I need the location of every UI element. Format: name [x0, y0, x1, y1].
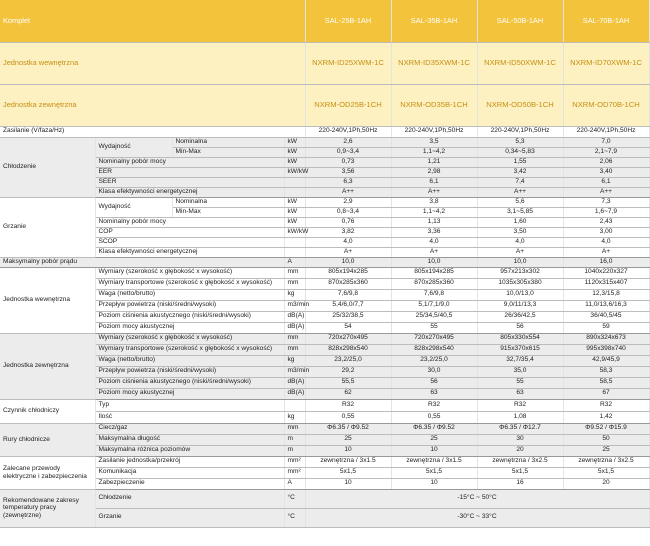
- unit-cell: dB(A): [284, 388, 305, 399]
- row-label: SCOP: [95, 237, 284, 247]
- row-label: Ciecz/gaz: [95, 423, 284, 434]
- value-cell: 5,3: [477, 137, 563, 147]
- unit-cell: kg: [284, 355, 305, 366]
- value-cell: 2,1~7,9: [563, 147, 649, 157]
- row-label: COP: [95, 227, 284, 237]
- unit-cell: [284, 247, 305, 257]
- value-cell: 220-240V,1Ph,50Hz: [391, 126, 477, 137]
- value-cell: 995x398x740: [563, 344, 649, 355]
- table-row: [0, 187, 649, 197]
- value-cell: 0,73: [305, 157, 391, 167]
- row-label: Poziom mocy akustycznej: [95, 388, 284, 399]
- value-cell: 9,0/11/13,3: [477, 300, 563, 311]
- model-header: SAL-25B-1AH: [305, 0, 391, 42]
- value-cell: 805x194x285: [305, 267, 391, 278]
- value-cell: 25/32/38,5: [305, 311, 391, 322]
- row-label: Zasilanie jednostka/przekrój: [95, 456, 284, 467]
- unit-cell: m: [284, 434, 305, 445]
- table-row: [0, 217, 649, 227]
- value-cell: 3,00: [563, 227, 649, 237]
- row-label: Ilość: [95, 411, 284, 423]
- indoor-group-label: Jednostka wewnętrzna: [0, 267, 95, 333]
- unit-cell: mm²: [284, 456, 305, 467]
- value-cell: A+: [391, 247, 477, 257]
- table-row: [0, 456, 649, 467]
- value-cell: zewnętrzna / 3x1.5: [305, 456, 391, 467]
- unit-cell: mm: [284, 344, 305, 355]
- row-label: Waga (netto/brutto): [95, 289, 284, 300]
- sub-label: Nominalna: [172, 197, 284, 207]
- table-row: [0, 227, 649, 237]
- value-cell: 25: [563, 445, 649, 456]
- value-cell: 59: [563, 322, 649, 333]
- unit-cell: [284, 399, 305, 411]
- value-cell: 16: [477, 478, 563, 489]
- unit-cell: m: [284, 445, 305, 456]
- value-cell: 7,4: [477, 177, 563, 187]
- model-header: SAL-35B-1AH: [391, 0, 477, 42]
- table-row: [0, 344, 649, 355]
- value-cell: 1,60: [477, 217, 563, 227]
- value-cell: 0,55: [305, 411, 391, 423]
- value-cell: 10,0: [305, 257, 391, 267]
- value-cell: A+: [305, 247, 391, 257]
- value-cell: 30,0: [391, 366, 477, 377]
- refrigerant-group-label: Czynnik chłodniczy: [0, 399, 95, 423]
- row-label: SEER: [95, 177, 284, 187]
- value-cell: R32: [563, 399, 649, 411]
- value-cell: 56: [391, 377, 477, 388]
- unit-cell: A: [284, 257, 305, 267]
- value-cell: 2,06: [563, 157, 649, 167]
- table-row: [0, 300, 649, 311]
- value-cell: 67: [563, 388, 649, 399]
- row-label: Przepływ powietrza (niski/średni/wysoki): [95, 366, 284, 377]
- unit-cell: kW: [284, 217, 305, 227]
- value-cell: 11,0/13,6/16,3: [563, 300, 649, 311]
- table-row: [0, 157, 649, 167]
- table-row: [0, 126, 649, 137]
- value-cell: Φ9.52 / Φ15.9: [563, 423, 649, 434]
- table-row: [0, 311, 649, 322]
- temp-range-group-label: Rekomendowane zakresy temperatury pracy (zewnętrzne): [0, 489, 95, 527]
- unit-cell: mm: [284, 423, 305, 434]
- outdoor-model: NXRM-OD50B-1CH: [477, 84, 563, 126]
- table-row: [0, 399, 649, 411]
- row-label: Wymiary transportowe (szerokość x głębokość x wysokość): [95, 278, 284, 289]
- sub-label: Min-Max: [172, 147, 284, 157]
- value-cell: 3,5: [391, 137, 477, 147]
- value-cell: 2,98: [391, 167, 477, 177]
- value-cell: 7,6/9,8: [305, 289, 391, 300]
- table-row: [0, 411, 649, 423]
- unit-cell: kW/kW: [284, 227, 305, 237]
- value-cell: Φ6.35 / Φ12.7: [477, 423, 563, 434]
- value-cell: R32: [305, 399, 391, 411]
- value-cell: 1,21: [391, 157, 477, 167]
- value-cell: Φ6.35 / Φ9.52: [305, 423, 391, 434]
- unit-cell: A: [284, 478, 305, 489]
- unit-cell: °C: [284, 508, 305, 527]
- indoor-unit-label: Jednostka wewnętrzna: [0, 42, 305, 84]
- temp-range-value: -15°C ~ 50°C: [305, 489, 649, 508]
- value-cell: 3,40: [563, 167, 649, 177]
- model-header: SAL-70B-1AH: [563, 0, 649, 42]
- value-cell: 2,9: [305, 197, 391, 207]
- table-row: [0, 167, 649, 177]
- value-cell: A+: [563, 247, 649, 257]
- indoor-model: NXRM-ID50XWM-1C: [477, 42, 563, 84]
- row-label: Poziom ciśnienia akustycznego (niski/średni/wysoki): [95, 377, 284, 388]
- value-cell: 5x1,5: [391, 467, 477, 478]
- value-cell: 6,1: [563, 177, 649, 187]
- value-cell: 1035x305x380: [477, 278, 563, 289]
- value-cell: 220-240V,1Ph,50Hz: [477, 126, 563, 137]
- value-cell: 890x324x673: [563, 333, 649, 344]
- indoor-model: NXRM-ID35XWM-1C: [391, 42, 477, 84]
- row-label: Poziom mocy akustycznej: [95, 322, 284, 333]
- sub-label: Min-Max: [172, 207, 284, 217]
- outdoor-unit-label: Jednostka zewnętrzna: [0, 84, 305, 126]
- outdoor-group-label: Jednostka zewnętrzna: [0, 333, 95, 399]
- value-cell: 36/40,5/45: [563, 311, 649, 322]
- capacity-label: Wydajność: [95, 197, 172, 217]
- value-cell: A++: [477, 187, 563, 197]
- table-row: [0, 42, 649, 84]
- value-cell: 5x1,5: [563, 467, 649, 478]
- value-cell: 25/34,5/40,5: [391, 311, 477, 322]
- value-cell: 10,0: [391, 257, 477, 267]
- capacity-label: Wydajność: [95, 137, 172, 157]
- table-row: [0, 489, 649, 508]
- value-cell: 5,6: [477, 197, 563, 207]
- value-cell: 6,1: [391, 177, 477, 187]
- value-cell: R32: [391, 399, 477, 411]
- outdoor-model: NXRM-OD70B-1CH: [563, 84, 649, 126]
- value-cell: 957x213x302: [477, 267, 563, 278]
- value-cell: zewnętrzna / 3x1.5: [391, 456, 477, 467]
- value-cell: A++: [563, 187, 649, 197]
- header-label: Komplet: [0, 0, 305, 42]
- row-label: Zabezpieczenie: [95, 478, 284, 489]
- value-cell: 805x330x554: [477, 333, 563, 344]
- value-cell: 58,5: [563, 377, 649, 388]
- indoor-model: NXRM-ID25XWM-1C: [305, 42, 391, 84]
- value-cell: 7,6/9,8: [391, 289, 477, 300]
- table-row: [0, 197, 649, 207]
- table-row: [0, 333, 649, 344]
- value-cell: 10: [391, 478, 477, 489]
- value-cell: R32: [477, 399, 563, 411]
- value-cell: 63: [391, 388, 477, 399]
- value-cell: 62: [305, 388, 391, 399]
- table-row: [0, 237, 649, 247]
- indoor-model: NXRM-ID70XWM-1C: [563, 42, 649, 84]
- value-cell: 54: [305, 322, 391, 333]
- table-row: [0, 177, 649, 187]
- value-cell: 7,3: [563, 197, 649, 207]
- value-cell: 16,0: [563, 257, 649, 267]
- value-cell: 870x285x360: [305, 278, 391, 289]
- value-cell: 10,0: [477, 257, 563, 267]
- value-cell: 56: [477, 322, 563, 333]
- row-label: Wymiary (szerokość x głębokość x wysokość): [95, 267, 284, 278]
- row-label: Klasa efektywności energetycznej: [95, 187, 284, 197]
- value-cell: 3,82: [305, 227, 391, 237]
- value-cell: 5,1/7,1/9,0: [391, 300, 477, 311]
- value-cell: 6,3: [305, 177, 391, 187]
- value-cell: 3,42: [477, 167, 563, 177]
- value-cell: 25: [391, 434, 477, 445]
- value-cell: 0,76: [305, 217, 391, 227]
- value-cell: 828x298x540: [391, 344, 477, 355]
- unit-cell: dB(A): [284, 377, 305, 388]
- value-cell: 0,9~3,4: [305, 147, 391, 157]
- value-cell: 1040x220x327: [563, 267, 649, 278]
- unit-cell: [284, 177, 305, 187]
- unit-cell: mm: [284, 278, 305, 289]
- table-row: [0, 377, 649, 388]
- row-label: Waga (netto/brutto): [95, 355, 284, 366]
- table-row: [0, 423, 649, 434]
- unit-cell: kW: [284, 137, 305, 147]
- value-cell: 3,8: [391, 197, 477, 207]
- value-cell: 4,0: [477, 237, 563, 247]
- unit-cell: kW: [284, 157, 305, 167]
- value-cell: 20: [477, 445, 563, 456]
- value-cell: 3,36: [391, 227, 477, 237]
- value-cell: 0,8~3,4: [305, 207, 391, 217]
- value-cell: 25: [305, 434, 391, 445]
- value-cell: 12,3/15,8: [563, 289, 649, 300]
- value-cell: 1,1~4,2: [391, 207, 477, 217]
- unit-cell: kW/kW: [284, 167, 305, 177]
- unit-cell: [284, 237, 305, 247]
- table-row: [0, 508, 649, 527]
- row-label: Typ: [95, 399, 284, 411]
- value-cell: 5x1,5: [477, 467, 563, 478]
- wiring-group-label: Zalecane przewody elektryczne i zabezpieczenia: [0, 456, 95, 489]
- table-row: [0, 267, 649, 278]
- value-cell: 220-240V,1Ph,50Hz: [563, 126, 649, 137]
- table-row: [0, 467, 649, 478]
- table-row: [0, 388, 649, 399]
- table-row: [0, 322, 649, 333]
- value-cell: 2,6: [305, 137, 391, 147]
- value-cell: 5x1,5: [305, 467, 391, 478]
- row-label: Grzanie: [95, 508, 284, 527]
- row-label: Klasa efektywności energetycznej: [95, 247, 284, 257]
- table-row: [0, 278, 649, 289]
- value-cell: 58,3: [563, 366, 649, 377]
- row-label: Poziom ciśnienia akustycznego (niski/średni/wysoki): [95, 311, 284, 322]
- value-cell: 55: [477, 377, 563, 388]
- value-cell: 5,4/6,0/7,7: [305, 300, 391, 311]
- unit-cell: kW: [284, 197, 305, 207]
- value-cell: 30: [477, 434, 563, 445]
- sub-label: Nominalna: [172, 137, 284, 147]
- value-cell: 4,0: [563, 237, 649, 247]
- value-cell: 0,55: [391, 411, 477, 423]
- temp-range-value: -30°C ~ 33°C: [305, 508, 649, 527]
- cooling-group-label: Chłodzenie: [0, 137, 95, 197]
- value-cell: 10: [305, 478, 391, 489]
- value-cell: A++: [305, 187, 391, 197]
- outdoor-model: NXRM-OD35B-1CH: [391, 84, 477, 126]
- value-cell: 1,55: [477, 157, 563, 167]
- value-cell: 720x270x495: [305, 333, 391, 344]
- unit-cell: kW: [284, 207, 305, 217]
- value-cell: 870x285x360: [391, 278, 477, 289]
- value-cell: 35,0: [477, 366, 563, 377]
- value-cell: 3,50: [477, 227, 563, 237]
- row-label: Nominalny pobór mocy: [95, 217, 284, 227]
- table-row: [0, 257, 649, 267]
- value-cell: 42,9/45,9: [563, 355, 649, 366]
- row-label: Komunikacja: [95, 467, 284, 478]
- value-cell: 4,0: [305, 237, 391, 247]
- row-label: Wymiary (szerokość x głębokość x wysokość): [95, 333, 284, 344]
- value-cell: zewnętrzna / 3x2.5: [477, 456, 563, 467]
- unit-cell: °C: [284, 489, 305, 508]
- value-cell: 0,34~5,83: [477, 147, 563, 157]
- max-current-label: Maksymalny pobór prądu: [0, 257, 284, 267]
- row-label: Nominalny pobór mocy: [95, 157, 284, 167]
- unit-cell: [284, 187, 305, 197]
- unit-cell: kg: [284, 411, 305, 423]
- outdoor-model: NXRM-OD25B-1CH: [305, 84, 391, 126]
- row-label: Przepływ powietrza (niski/średni/wysoki): [95, 300, 284, 311]
- model-header: SAL-50B-1AH: [477, 0, 563, 42]
- value-cell: 3,56: [305, 167, 391, 177]
- unit-cell: kg: [284, 289, 305, 300]
- unit-cell: dB(A): [284, 311, 305, 322]
- row-label: EER: [95, 167, 284, 177]
- unit-cell: mm²: [284, 467, 305, 478]
- table-row: [0, 289, 649, 300]
- value-cell: 23,2/25,0: [305, 355, 391, 366]
- value-cell: 2,43: [563, 217, 649, 227]
- value-cell: A+: [477, 247, 563, 257]
- value-cell: 3,1~5,85: [477, 207, 563, 217]
- value-cell: 63: [477, 388, 563, 399]
- unit-cell: mm: [284, 333, 305, 344]
- value-cell: 1,42: [563, 411, 649, 423]
- value-cell: 1,08: [477, 411, 563, 423]
- unit-cell: dB(A): [284, 322, 305, 333]
- value-cell: 915x370x615: [477, 344, 563, 355]
- unit-cell: mm: [284, 267, 305, 278]
- value-cell: 1,13: [391, 217, 477, 227]
- value-cell: 10: [305, 445, 391, 456]
- value-cell: 50: [563, 434, 649, 445]
- value-cell: A++: [391, 187, 477, 197]
- value-cell: 828x298x540: [305, 344, 391, 355]
- table-row: [0, 445, 649, 456]
- value-cell: Φ6.35 / Φ9.52: [391, 423, 477, 434]
- table-row: [0, 478, 649, 489]
- value-cell: 23,2/25,0: [391, 355, 477, 366]
- unit-cell: kW: [284, 147, 305, 157]
- value-cell: 20: [563, 478, 649, 489]
- heating-group-label: Grzanie: [0, 197, 95, 257]
- value-cell: 220-240V,1Ph,50Hz: [305, 126, 391, 137]
- value-cell: 1120x315x407: [563, 278, 649, 289]
- unit-cell: m3/min: [284, 366, 305, 377]
- row-label: Maksymalna różnica poziomów: [95, 445, 284, 456]
- table-row: [0, 0, 649, 42]
- value-cell: 55,5: [305, 377, 391, 388]
- row-label: Wymiary transportowe (szerokość x głębokość x wysokość): [95, 344, 284, 355]
- value-cell: 1,6~7,9: [563, 207, 649, 217]
- value-cell: zewnętrzna / 3x2.5: [563, 456, 649, 467]
- value-cell: 29,2: [305, 366, 391, 377]
- table-row: [0, 137, 649, 147]
- value-cell: 805x194x285: [391, 267, 477, 278]
- table-row: [0, 84, 649, 126]
- unit-cell: m3/min: [284, 300, 305, 311]
- table-row: [0, 434, 649, 445]
- value-cell: 26/36/42,5: [477, 311, 563, 322]
- power-supply-label: Zasilanie (V/faza/Hz): [0, 126, 305, 137]
- value-cell: 720x270x495: [391, 333, 477, 344]
- row-label: Maksymalna długość: [95, 434, 284, 445]
- value-cell: 10,0/13,0: [477, 289, 563, 300]
- value-cell: 55: [391, 322, 477, 333]
- table-row: [0, 366, 649, 377]
- table-row: [0, 355, 649, 366]
- value-cell: 10: [391, 445, 477, 456]
- pipes-group-label: Rury chłodnicze: [0, 423, 95, 456]
- value-cell: 1,1~4,2: [391, 147, 477, 157]
- value-cell: 7,0: [563, 137, 649, 147]
- value-cell: 4,0: [391, 237, 477, 247]
- value-cell: 32,7/35,4: [477, 355, 563, 366]
- row-label: Chłodzenie: [95, 489, 284, 508]
- table-row: [0, 247, 649, 257]
